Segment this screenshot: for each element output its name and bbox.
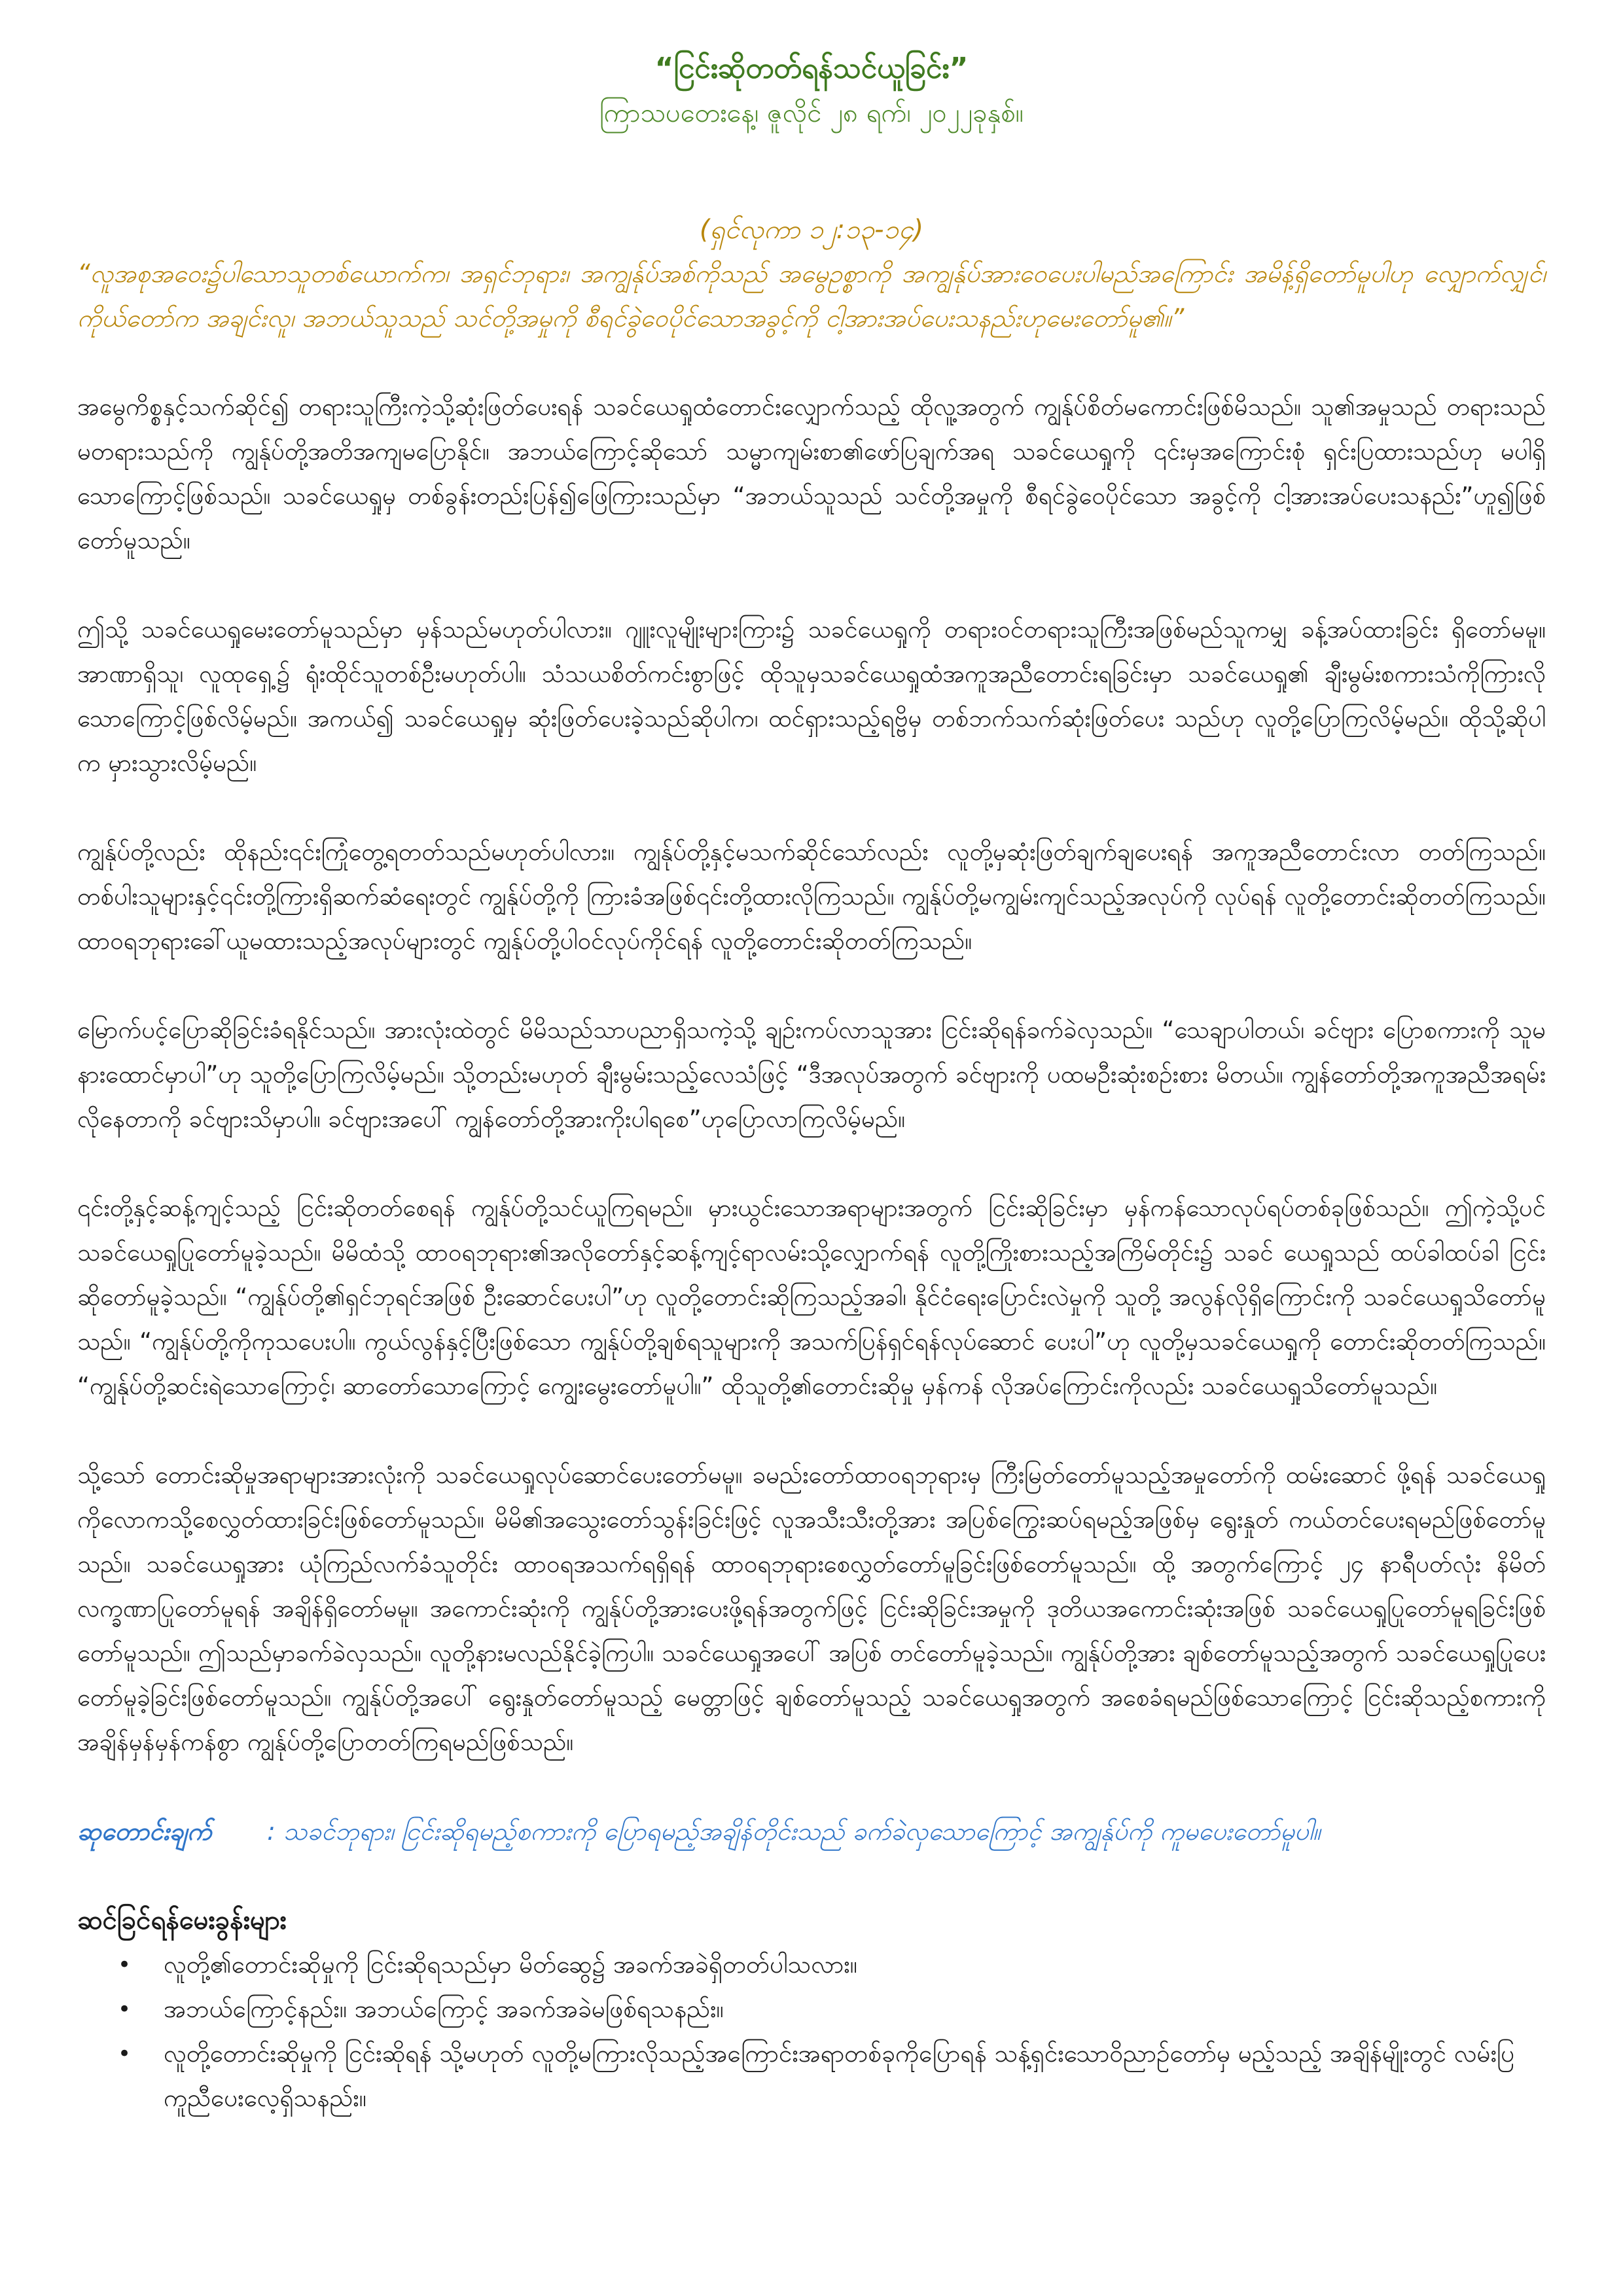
question-text: အဘယ်ကြောင့်နည်း။ အဘယ်ကြောင့် အခက်အခဲမဖြစ်ရသနည်း။ — [164, 1995, 724, 2023]
bullet-icon: • — [118, 1996, 132, 2022]
spacer — [77, 1141, 1546, 1186]
scripture-reference: (ရှင်လုကာ ၁၂:၁၃-၁၄) — [699, 215, 924, 245]
spacer — [77, 1765, 1546, 1809]
scripture-quote: “လူအစုအဝေး၌ပါသောသူတစ်ယောက်က၊ အရှင်ဘုရား၊ အကျွန်ုပ်အစ်ကိုသည် အမွေဥစ္စာကို အကျွန်ုပ်အားဝေပေးပါမည်အကြောင်း အမိန့်ရှိတော်မူပါဟု လျှောက်လျှင်၊ ကိုယ်တော်က အချင်းလူ၊ အဘယ်သူသည် သင်တို့အမှုကို စီရင်ခွဲဝေပိုင်သောအခွင့်ကို ငါ့အားအပ်ပေးသနည်းဟုမေးတော်မူ၏။” — [77, 259, 1546, 332]
body-paragraph-2: ဤသို့ သခင်ယေရှုမေးတော်မူသည်မှာ မှန်သည်မဟုတ်ပါလား။ ဂျူးလူမျိုးများကြား၌ သခင်ယေရှုကို တရားဝင်တရားသူကြီးအဖြစ်မည်သူကမျှ ခန့်အပ်ထားခြင်း ရှိတော်မမူ။ အာဏာရှိသူ၊ လူထုရှေ့၌ ရုံးထိုင်သူတစ်ဦးမဟုတ်ပါ။ သံသယစိတ်ကင်းစွာဖြင့် ထိုသူမှသခင်ယေရှုထံအကူအညီတောင်းရခြင်းမှာ သခင်ယေရှု၏ ချီးမွမ်းစကားသံကိုကြားလိုသောကြောင့်ဖြစ်လိမ့်မည်။ အကယ်၍ သခင်ယေရှုမှ ဆုံးဖြတ်ပေးခဲ့သည်ဆိုပါက၊ ထင်ရှားသည့်ရဗ္ဗိမှ တစ်ဘက်သက်ဆုံးဖြတ်ပေး သည်ဟု လူတို့ပြောကြလိမ့်မည်။ ထိုသို့ဆိုပါက မှားသွားလိမ့်မည်။ — [77, 615, 1546, 777]
question-text: လူတို့တောင်းဆိုမှုကို ငြင်းဆိုရန် သို့မဟုတ် လူတို့မကြားလိုသည့်အကြောင်းအရာတစ်ခုကိုပြောရန် သန့်ရှင်းသောဝိညာဉ်တော်မှ မည့်သည့် အချိန်မျိုးတွင် လမ်းပြကူညီပေးလေ့ရှိသနည်း။ — [164, 2039, 1515, 2112]
questions-list — [77, 1943, 1546, 2121]
bullet-icon: • — [118, 2041, 132, 2067]
body-paragraph-5: ၎င်းတို့နှင့်ဆန့်ကျင့်သည့် ငြင်းဆိုတတ်စေရန် ကျွန်ုပ်တို့သင်ယူကြရမည်။ မှားယွင်းသောအရာများအတွက် ငြင်းဆိုခြင်းမှာ မှန်ကန်သောလုပ်ရပ်တစ်ခုဖြစ်သည်။ ဤကဲ့သို့ပင် သခင်ယေရှုပြုတော်မူခဲ့သည်။ မိမိထံသို့ ထာဝရဘုရား၏အလိုတော်နှင့်ဆန့်ကျင့်ရာလမ်းသို့လျှောက်ရန် လူတို့ကြိုးစားသည့်အကြိမ်တိုင်း၌ သခင် ယေရှုသည် ထပ်ခါထပ်ခါ ငြင်းဆိုတော်မူခဲ့သည်။ “ကျွန်ုပ်တို့၏ရှင်ဘုရင်အဖြစ် ဦးဆောင်ပေးပါ”ဟု လူတို့တောင်းဆိုကြသည့်အခါ၊ နိုင်ငံရေးပြောင်းလဲမှုကို သူတို့ အလွန်လိုရှိကြောင်းကို သခင်ယေရှုသိတော်မူသည်။ “ကျွန်ုပ်တို့ကိုကုသပေးပါ။ ကွယ်လွန်နှင့်ပြီးဖြစ်သော ကျွန်ုပ်တို့ချစ်ရသူများကို အသက်ပြန်ရှင်ရန်လုပ်ဆောင် ပေးပါ”ဟု လူတို့မှသခင်ယေရှုကို တောင်းဆိုတတ်ကြသည်။ “ကျွန်ုပ်တို့ဆင်းရဲသောကြောင့်၊ ဆာတော်သောကြောင့် ကျွေးမွေးတော်မူပါ။” ထိုသူတို့၏တောင်းဆိုမှု မှန်ကန် လိုအပ်ကြောင်းကိုလည်း သခင်ယေရှုသိတော်မူသည်။ — [77, 1194, 1546, 1400]
question-text: လူတို့၏တောင်းဆိုမှုကို ငြင်းဆိုရသည်မှာ မိတ်ဆွေ၌ အခက်အခဲရှိတတ်ပါသလား။ — [164, 1950, 857, 1979]
devotional-page — [77, 46, 1546, 2121]
spacer — [77, 785, 1546, 830]
bullet-icon: • — [118, 1952, 132, 1978]
prayer-text: : သခင်ဘုရား၊ ငြင်းဆိုရမည့်စကားကို ပြောရမည့်အချိန်တိုင်းသည် ခက်ခဲလှသောကြောင့် အကျွန်ုပ်ကို ကူမပေးတော်မူပါ။ — [267, 1817, 1321, 1846]
question-item-3 — [118, 2032, 1546, 2121]
prayer-line — [77, 1809, 1546, 1854]
spacer — [77, 1408, 1546, 1453]
question-item-1 — [118, 1943, 1546, 1987]
prayer-label: ဆုတောင်းချက် — [77, 1817, 212, 1846]
page-date: ကြာသပတေးနေ့၊ ဇူလိုင် ၂၈ ရက်၊ ၂၀၂၂ခုနှစ်။ — [599, 98, 1024, 128]
body-paragraph-4: မြောက်ပင့်ပြောဆိုခြင်းခံရနိုင်သည်။ အားလုံးထဲတွင် မိမိသည်သာပညာရှိသကဲ့သို့ ချဉ်းကပ်လာသူအား ငြင်းဆိုရန်ခက်ခဲလှသည်။ “သေချာပါတယ်၊ ခင်ဗျား ပြောစကားကို သူမ နားထောင်မှာပါ”ဟု သူတို့ပြောကြလိမ့်မည်။ သို့တည်းမဟုတ် ချီးမွမ်းသည့်လေသံဖြင့် “ဒီအလုပ်အတွက် ခင်ဗျားကို ပထမဦးဆုံးစဉ်းစား မိတယ်။ ကျွန်တော်တို့အကူအညီအရမ်းလိုနေတာကို ခင်ဗျားသိမှာပါ။ ခင်ဗျားအပေါ် ကျွန်တော်တို့အားကိုးပါရစေ”ဟုပြောလာကြလိမ့်မည်။ — [77, 1016, 1546, 1133]
body-paragraph-3: ကျွန်ုပ်တို့လည်း ထိုနည်း၎င်းကြုံတွေ့ရတတ်သည်မဟုတ်ပါလား။ ကျွန်ုပ်တို့နှင့်မသက်ဆိုင်သော်လည်း လူတို့မှဆုံးဖြတ်ချက်ချပေးရန် အကူအညီတောင်းလာ တတ်ကြသည်။ တစ်ပါးသူများနှင့်၎င်းတို့ကြားရှိဆက်ဆံရေးတွင် ကျွန်ုပ်တို့ကို ကြားခံအဖြစ်၎င်းတို့ထားလိုကြသည်။ ကျွန်ုပ်တို့မကျွမ်းကျင်သည့်အလုပ်ကို လုပ်ရန် လူတို့တောင်းဆိုတတ်ကြသည်။ ထာဝရဘုရားခေါ်ယူမထားသည့်အလုပ်များတွင် ကျွန်ုပ်တို့ပါဝင်လုပ်ကိုင်ရန် လူတို့တောင်းဆိုတတ်ကြသည်။ — [77, 838, 1546, 955]
questions-heading: ဆင်ခြင်ရန်မေးခွန်းများ — [77, 1905, 287, 1935]
body-paragraph-1: အမွေကိစ္စနှင့်သက်ဆိုင်၍ တရားသူကြီးကဲ့သို့ဆုံးဖြတ်ပေးရန် သခင်ယေရှုထံတောင်းလျှောက်သည့် ထိုလူ့အတွက် ကျွန်ုပ်စိတ်မကောင်းဖြစ်မိသည်။ သူ၏အမှုသည် တရားသည် မတရားသည်ကို ကျွန်ုပ်တို့အတိအကျမပြောနိုင်။ အဘယ်ကြောင့်ဆိုသော် သမ္မာကျမ်းစာ၏ဖော်ပြချက်အရ သခင်ယေရှုကို ၎င်းမှအကြောင်းစုံ ရှင်းပြထားသည်ဟု မပါရှိသောကြောင့်ဖြစ်သည်။ သခင်ယေရှုမှ တစ်ခွန်းတည်းပြန်၍ဖြေကြားသည်မှာ “အဘယ်သူသည် သင်တို့အမှုကို စီရင်ခွဲဝေပိုင်သော အခွင့်ကို ငါ့အားအပ်ပေးသနည်း”ဟူ၍ဖြစ်တော်မူသည်။ — [77, 393, 1546, 554]
page-title: “ငြင်းဆိုတတ်ရန်သင်ယူခြင်း” — [654, 52, 969, 85]
question-item-2 — [118, 1987, 1546, 2032]
spacer — [77, 340, 1546, 385]
body-paragraph-6: သို့သော် တောင်းဆိုမှုအရာများအားလုံးကို သခင်ယေရှုလုပ်ဆောင်ပေးတော်မမူ။ ခမည်းတော်ထာဝရဘုရားမှ ကြီးမြတ်တော်မူသည့်အမှုတော်ကို ထမ်းဆောင် ဖို့ရန် သခင်ယေရှုကိုလောကသို့စေလွှတ်ထားခြင်းဖြစ်တော်မူသည်။ မိမိ၏အသွေးတော်သွန်းခြင်းဖြင့် လူအသီးသီးတို့အား အပြစ်ကြွေးဆပ်ရမည့်အဖြစ်မှ ရွေးနှုတ် ကယ်တင်ပေးရမည်ဖြစ်တော်မူသည်။ သခင်ယေရှုအား ယုံကြည်လက်ခံသူတိုင်း ထာဝရအသက်ရရှိရန် ထာဝရဘုရားစေလွှတ်တော်မူခြင်းဖြစ်တော်မူသည်။ ထို့ အတွက်ကြောင့် ၂၄ နာရီပတ်လုံး နိမိတ်လက္ခဏာပြုတော်မူရန် အချိန်ရှိတော်မမူ။ အကောင်းဆုံးကို ကျွန်ုပ်တို့အားပေးဖို့ရန်အတွက်ဖြင့် ငြင်းဆိုခြင်းအမှုကို ဒုတိယအကောင်းဆုံးအဖြစ် သခင်ယေရှုပြုတော်မူရခြင်းဖြစ်တော်မူသည်။ ဤသည်မှာခက်ခဲလှသည်။ လူတို့နားမလည်နိုင်ခဲ့ကြပါ။ သခင်ယေရှုအပေါ် အပြစ် တင်တော်မူခဲ့သည်။ ကျွန်ုပ်တို့အား ချစ်တော်မူသည့်အတွက် သခင်ယေရှုပြုပေးတော်မူခဲ့ခြင်းဖြစ်တော်မူသည်။ ကျွန်ုပ်တို့အပေါ် ရွေးနှုတ်တော်မူသည့် မေတ္တာဖြင့် ချစ်တော်မူသည့် သခင်ယေရှုအတွက် အစေခံရမည်ဖြစ်သောကြောင့် ငြင်းဆိုသည့်စကားကို အချိန်မှန်မှန်ကန်စွာ ကျွန်ုပ်တို့ပြောတတ်ကြရမည်ဖြစ်သည်။ — [77, 1461, 1546, 1756]
spacer — [77, 963, 1546, 1008]
spacer — [77, 1854, 1546, 1898]
spacer — [77, 563, 1546, 607]
